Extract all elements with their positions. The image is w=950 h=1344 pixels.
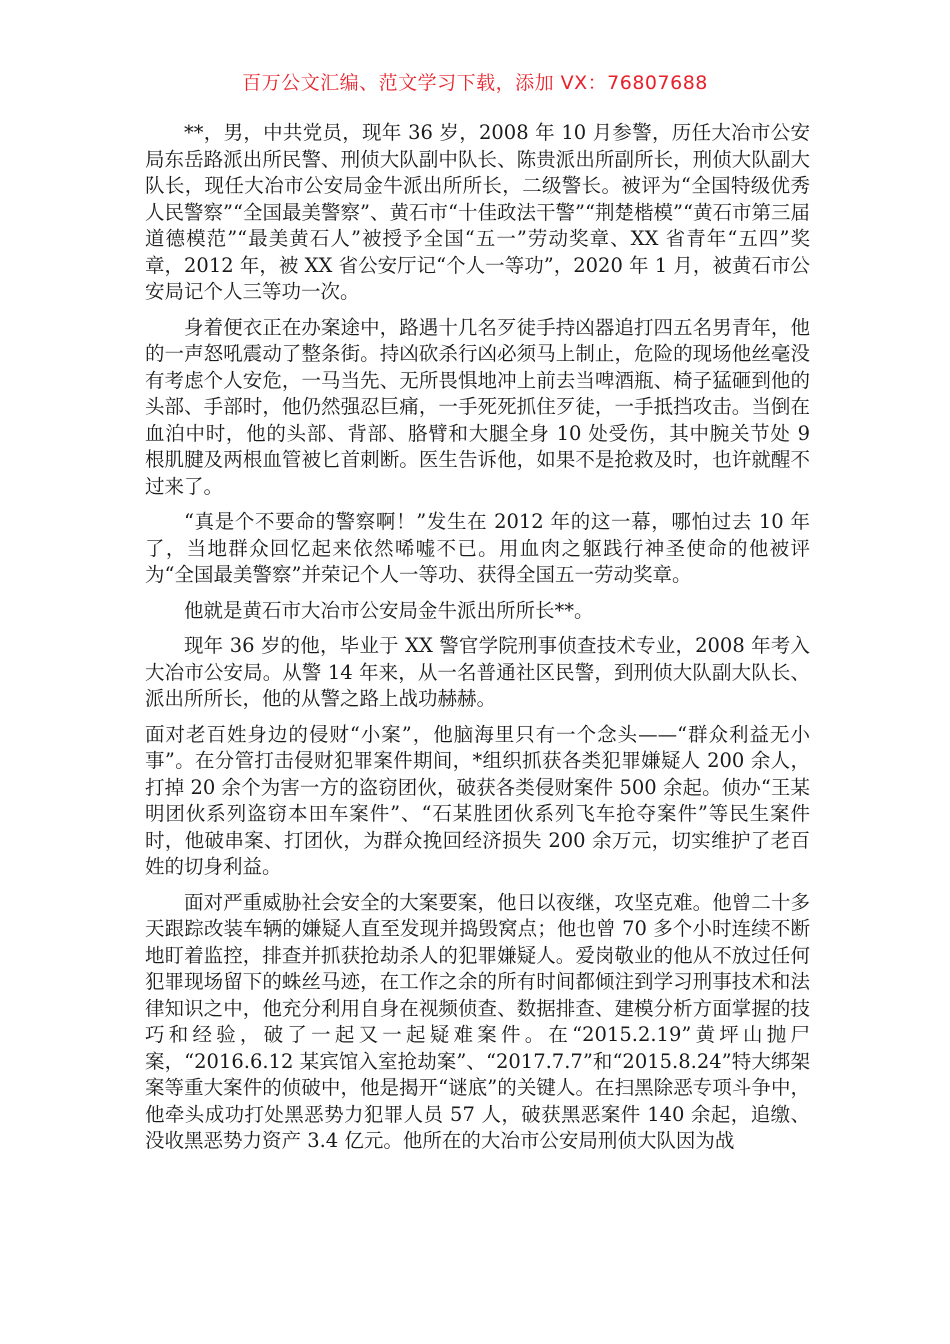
paragraph-profile: **，男，中共党员，现年 36 岁，2008 年 10 月参警，历任大冶市公安局东岳路派出所民警、刑侦大队副中队长、陈贵派出所副所长，刑侦大队副大队长，现任大冶市公安局金牛派出所所长，二级警长。被评为“全国特级优秀人民警察”“全国最美警察”、黄石市“十佳政法干警”“荆楚楷模”“黄石市第三届道德模范”“最美黄石人”被授予全国“五一”劳动奖章、XX 省青年“五四”奖章，2012 年，被 XX 省公安厅记“个人一等功”，2020 年 1 月，被黄石市公安局记个人三等功一次。 [145,121,810,303]
paragraph-intro: 他就是黄石市大冶市公安局金牛派出所所长**。 [184,598,594,622]
paragraph-career: 现年 36 岁的他，毕业于 XX 警官学院刑事侦查技术专业，2008 年考入大冶市公安局。从警 14 年来，从一名普通社区民警，到刑侦大队副大队长、派出所所长，他的从警之路上战功赫赫。 [145,634,810,710]
paragraph-incident: 身着便衣正在办案途中，路遇十几名歹徒手持凶器追打四五名男青年，他的一声怒吼震动了整条街。持凶砍杀行凶必须马上制止，危险的现场他丝毫没有考虑个人安危，一马当先、无所畏惧地冲上前去当啤酒瓶、椅子猛砸到他的头部、手部时，他仍然强忍巨痛，一手死死抓住歹徒，一手抵挡攻击。当倒在血泊中时，他的头部、背部、胳臂和大腿全身 10 处受伤，其中腕关节处 9 根肌腱及两根血管被匕首刺断。医生告诉他，如果不是抢救及时，也许就醒不过来了。 [145,315,810,498]
document-body [145,120,810,1164]
paragraph-quote: “真是个不要命的警察啊！”发生在 2012 年的这一幕，哪怕过去 10 年了，当地群众回忆起来依然唏嘘不已。用血肉之躯践行神圣使命的他被评为“全国最美警察”并荣记个人一等功、获得全国五一劳动奖章。 [145,510,810,586]
paragraph-major-cases: 面对严重威胁社会安全的大案要案，他日以夜继，攻坚克难。他曾二十多天跟踪改装车辆的嫌疑人直至发现并捣毁窝点；他也曾 70 多个小时连续不断地盯着监控，排查并抓获抢劫杀人的犯罪嫌疑人。爱岗敬业的他从不放过任何犯罪现场留下的蛛丝马迹，在工作之余的所有时间都倾注到学习刑事技术和法律知识之中，他充分利用自身在视频侦查、数据排查、建模分析方面掌握的技巧和经验，破了一起又一起疑难案件。在“2015.2.19”黄坪山抛尸案，“2016.6.12 某宾馆入室抢劫案”、“2017.7.7”和“2015.8.24”特大绑架案等重大案件的侦破中，他是揭开“谜底”的关键人。在扫黑除恶专项斗争中，他牵头成功打处黑恶势力犯罪人员 57 人，破获黑恶案件 140 余起，追缴、没收黑恶势力资产 3.4 亿元。他所在的大冶市公安局刑侦大队因为战 [145,890,810,1152]
watermark-header: 百万公文汇编、范文学习下载，添加 VX：76807688 [242,72,708,94]
paragraph-small-cases: 面对老百姓身边的侵财“小案”，他脑海里只有一个念头——“群众利益无小事”。在分管打击侵财犯罪案件期间，*组织抓获各类犯罪嫌疑人 200 余人，打掉 20 余个为害一方的盗窃团伙，破获各类侵财案件 500 余起。侦办“王某明团伙系列盗窃本田车案件”、“石某胜团伙系列飞车抢夺案件”等民生案件时，他破串案、打团伙，为群众挽回经济损失 200 余万元，切实维护了老百姓的切身利益。 [145,722,810,878]
